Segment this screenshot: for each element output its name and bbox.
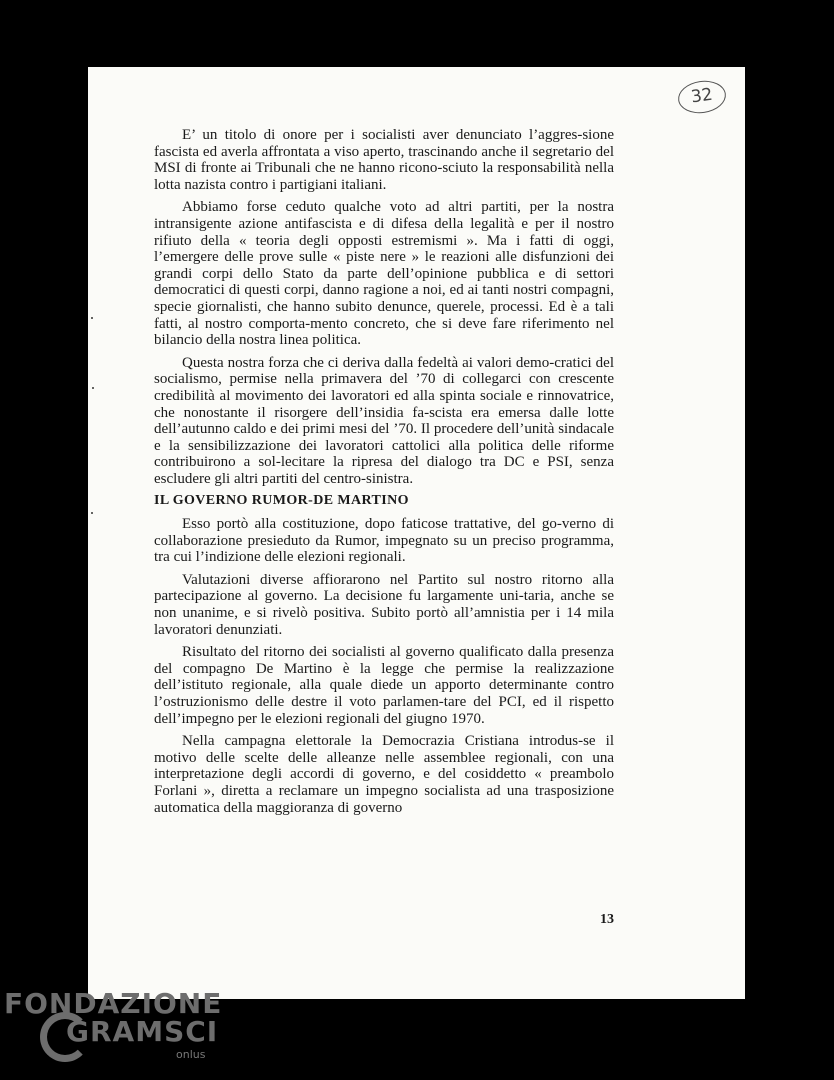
logo-g-mark-icon	[40, 1012, 90, 1062]
paragraph: Risultato del ritorno dei socialisti al governo qualificato dalla presenza del compagno De Martino è la legge che permise la realizzazione dell’istituto regionale, alla quale diede un apporto determinante contro l’ostruzionismo delle destre il voto parlamen-tare del PCI, ed il rispetto dell’impegno per le elezioni regionali del giugno 1970.	[154, 644, 614, 727]
logo-line-1: FONDAZIONE	[4, 987, 223, 1020]
paragraph: Abbiamo forse ceduto qualche voto ad altri partiti, per la nostra intransigente azione antifascista e di difesa della legalità e per il nostro rifiuto della « teoria degli opposti estremismi ». Ma i fatti di oggi, l’emergere delle prove sulle « piste nere » le reazioni alle disfunzioni dei grandi corpi dello Stato da parte dell’opinione pubblica e di settori democratici di questi corpi, danno ragione a noi, ed ai tanti nostri compagni, specie giornalisti, che hanno subito denunce, querele, processi. Ed è a tali fatti, al nostro comporta-mento concreto, che si deve fare riferimento nel bilancio della nostra linea politica.	[154, 199, 614, 349]
paragraph: Esso portò alla costituzione, dopo faticose trattative, del go-verno di collaborazione presieduto da Rumor, impegnato su un preciso programma, tra cui l’indizione delle elezioni regionali.	[154, 516, 614, 566]
paragraph: E’ un titolo di onore per i socialisti aver denunciato l’aggres-sione fascista ed averla affrontata a viso aperto, trascinando anche il segretario del MSI di fronte ai Tribunali che ne hanno ricono-sciuto la responsabilità nella lotta nazista contro i partigiani italiani.	[154, 127, 614, 193]
scan-speck	[92, 387, 94, 389]
logo-line-2: GRAMSCI	[66, 1015, 219, 1048]
page-number: 13	[600, 912, 614, 927]
paragraph: Nella campagna elettorale la Democrazia Cristiana introdus-se il motivo delle scelte delle alleanze nelle assemblee regionali, con una interpretazione degli accordi di governo, e del cosiddetto « preambolo Forlani », diretta a reclamare un impegno socialista ad una trasposizione automatica della maggioranza di governo	[154, 733, 614, 816]
logo-subtitle: onlus	[176, 1048, 206, 1061]
document-page	[88, 67, 745, 999]
body-text	[154, 127, 614, 822]
scan-speck	[91, 317, 93, 319]
scan-speck	[91, 512, 93, 514]
handwritten-page-annotation: 32	[676, 78, 728, 116]
section-heading: IL GOVERNO RUMOR-DE MARTINO	[154, 493, 409, 509]
paragraph: Questa nostra forza che ci deriva dalla fedeltà ai valori demo-cratici del socialismo, permise nella primavera del ’70 di collegarci con crescente credibilità al movimento dei lavoratori ed alla spinta sociale e rinnovatrice, che nonostante il risorgere dell’insidia fa-scista era emersa dalle lotte dell’autunno caldo e dei primi mesi del ’70. Il procedere dell’unità sindacale e la sensibilizzazione dei lavoratori cattolici alla politica delle riforme contribuirono a sol-lecitare la ripresa del dialogo tra DC e PSI, senza escludere gli altri partiti del centro-sinistra.	[154, 354, 614, 487]
paragraph: Valutazioni diverse affiorarono nel Partito sul nostro ritorno alla partecipazione al governo. La decisione fu largamente uni-taria, anche se non unanime, e si rivelò positiva. Subito portò all’amnistia per i 14 mila lavoratori denunziati.	[154, 571, 614, 638]
fondazione-gramsci-logo	[4, 987, 223, 1061]
